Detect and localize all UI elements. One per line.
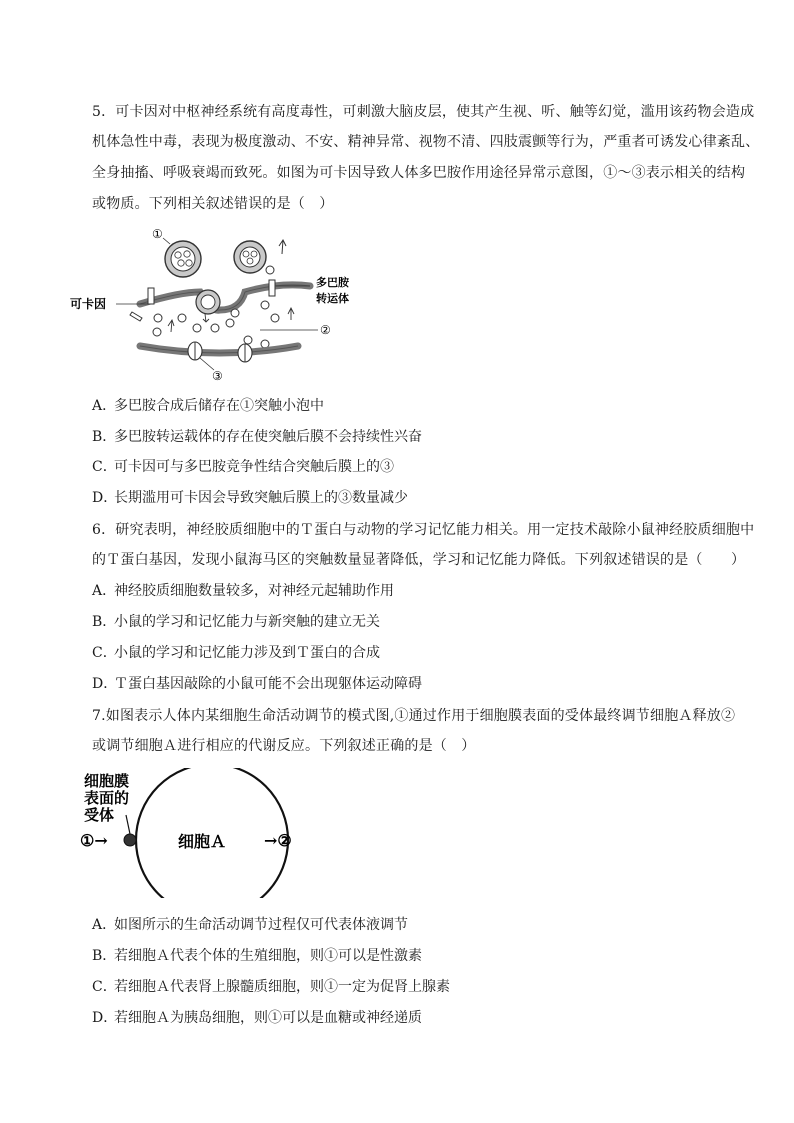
cocaine-label: 可卡因 xyxy=(70,297,107,311)
option-text: 长期滥用可卡因会导致突触后膜上的③数量减少 xyxy=(114,490,408,506)
option-text: 可卡因可与多巴胺竞争性结合突触后膜上的③ xyxy=(114,459,394,475)
option-text: 多巴胺转运载体的存在使突触后膜不会持续性兴奋 xyxy=(114,429,422,445)
q5-option-d[interactable] xyxy=(92,488,408,508)
q6-stem-line-1: 6．研究表明，神经胶质细胞中的Ｔ蛋白与动物的学习记忆能力相关。用一定技术敲除小鼠神经胶质细胞中 xyxy=(92,522,755,538)
q5-stem-line-4: 或物质。下列相关叙述错误的是（ ） xyxy=(92,196,334,212)
option-text: 多巴胺合成后储存在①突触小泡中 xyxy=(114,398,324,414)
q7-option-a[interactable] xyxy=(92,915,408,935)
q7-cell-diagram xyxy=(74,768,334,898)
option-letter: A． xyxy=(92,398,117,414)
transporter-label-line-1: 多巴胺 xyxy=(316,276,349,289)
option-letter: C． xyxy=(92,459,117,475)
q6-option-b[interactable] xyxy=(92,612,380,632)
option-text: 如图所示的生命活动调节过程仅可代表体液调节 xyxy=(114,917,408,933)
option-letter: C． xyxy=(92,645,117,661)
option-letter: B． xyxy=(92,948,117,964)
input-label: ①→ xyxy=(80,831,108,850)
option-letter: A． xyxy=(92,583,117,599)
q7-stem-line-2: 或调节细胞Ａ进行相应的代谢反应。下列叙述正确的是（ ） xyxy=(92,738,476,754)
q7-option-d[interactable] xyxy=(92,1008,422,1028)
option-text: 若细胞Ａ代表个体的生殖细胞，则①可以是性激素 xyxy=(114,948,422,964)
label-3: ③ xyxy=(212,369,223,382)
label-1: ① xyxy=(152,227,163,241)
option-letter: D． xyxy=(92,1010,118,1026)
output-label: →② xyxy=(264,831,292,850)
q7-option-b[interactable] xyxy=(92,946,422,966)
option-text: 若细胞Ａ代表肾上腺髓质细胞，则①一定为促肾上腺素 xyxy=(114,979,450,995)
option-letter: D． xyxy=(92,676,118,692)
q5-stem-line-2: 机体急性中毒，表现为极度激动、不安、精神异常、视物不清、四肢震颤等行为，严重者可诱发心律紊乱、 xyxy=(92,134,760,150)
q5-synapse-diagram xyxy=(70,222,370,382)
option-text: 小鼠的学习和记忆能力涉及到Ｔ蛋白的合成 xyxy=(114,645,380,661)
q7-option-c[interactable] xyxy=(92,977,450,997)
q6-option-c[interactable] xyxy=(92,643,380,663)
cell-a-label: 细胞Ａ xyxy=(178,832,227,851)
q6-stem-line-2: 的Ｔ蛋白基因，发现小鼠海马区的突触数量显著降低，学习和记忆能力降低。下列叙述错误的是（ ） xyxy=(92,552,746,568)
q5-option-b[interactable] xyxy=(92,427,422,447)
receptor-label-line-3: 受体 xyxy=(84,806,115,824)
option-text: 小鼠的学习和记忆能力与新突触的建立无关 xyxy=(114,614,380,630)
label-2: ② xyxy=(320,323,331,337)
option-letter: B． xyxy=(92,614,117,630)
option-letter: B． xyxy=(92,429,117,445)
receptor-label-line-1: 细胞膜 xyxy=(84,772,130,790)
q5-stem-line-1: 5．可卡因对中枢神经系统有高度毒性，可刺激大脑皮层，使其产生视、听、触等幻觉，滥用该药物会造成 xyxy=(92,104,755,120)
option-letter: D． xyxy=(92,490,118,506)
transporter-label-line-2: 转运体 xyxy=(316,292,349,305)
q7-stem-line-1: 7.如图表示人体内某细胞生命活动调节的模式图,①通过作用于细胞膜表面的受体最终调节细胞Ａ释放② xyxy=(92,708,736,724)
option-text: Ｔ蛋白基因敲除的小鼠可能不会出现躯体运动障碍 xyxy=(114,676,422,692)
q5-option-a[interactable] xyxy=(92,396,324,416)
option-letter: A． xyxy=(92,917,117,933)
q6-option-a[interactable] xyxy=(92,581,394,601)
receptor-label-line-2: 表面的 xyxy=(84,789,130,807)
option-text: 神经胶质细胞数量较多，对神经元起辅助作用 xyxy=(114,583,394,599)
q5-stem-line-3: 全身抽搐、呼吸衰竭而致死。如图为可卡因导致人体多巴胺作用途径异常示意图，①～③表示相关的结构 xyxy=(92,165,746,181)
option-letter: C． xyxy=(92,979,117,995)
q5-option-c[interactable] xyxy=(92,457,394,477)
q6-option-d[interactable] xyxy=(92,674,422,694)
option-text: 若细胞Ａ为胰岛细胞，则①可以是血糖或神经递质 xyxy=(114,1010,422,1026)
